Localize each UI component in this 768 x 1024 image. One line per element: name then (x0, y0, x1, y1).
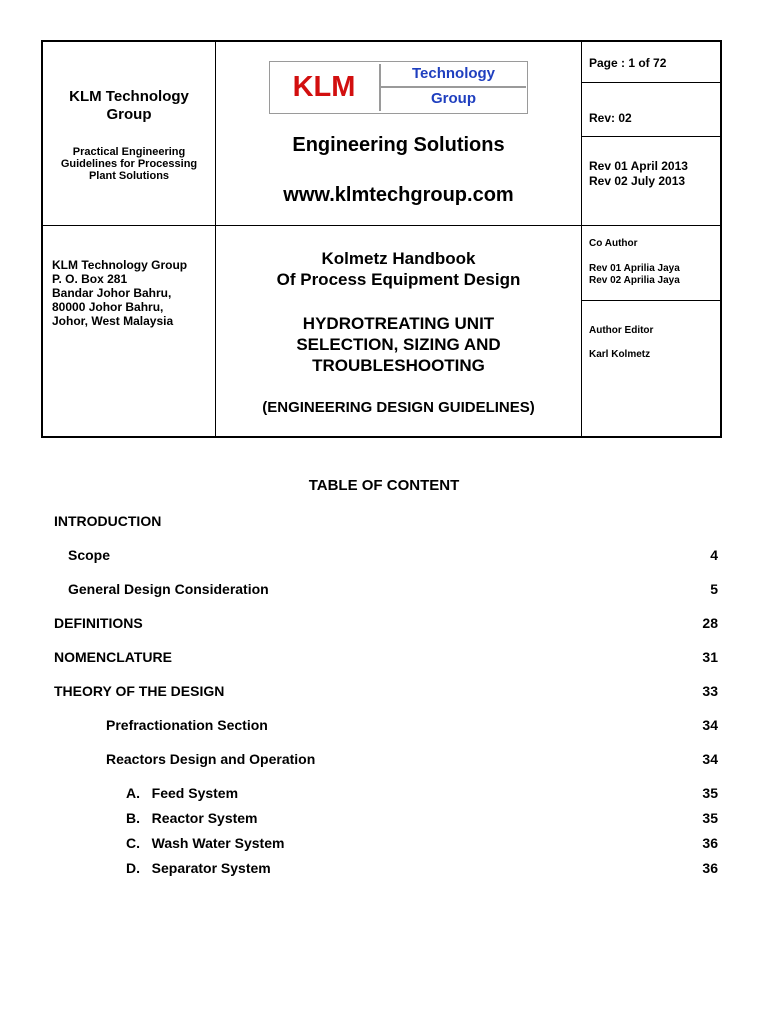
column-divider (215, 42, 216, 436)
company-name-line: KLM Technology (69, 88, 189, 105)
toc-entry-page: 34 (702, 751, 718, 767)
klm-logo (269, 61, 528, 114)
toc-entry-page: 28 (702, 615, 718, 631)
toc-entry-page: 34 (702, 717, 718, 733)
address-line: 80000 Johor Bahru, (52, 300, 164, 314)
document-topic (216, 313, 581, 376)
tagline-line: Plant Solutions (88, 170, 170, 182)
page-number: Page : 1 of 72 (589, 56, 667, 70)
logo-word: Group (431, 90, 476, 107)
handbook-title-line: Kolmetz Handbook (321, 249, 476, 268)
topic-line: SELECTION, SIZING AND (296, 335, 501, 354)
address-line: P. O. Box 281 (52, 272, 128, 286)
toc-entry-page: 4 (710, 547, 718, 563)
tagline-line: Guidelines for Processing (60, 158, 198, 170)
toc-entry-page: 36 (702, 835, 718, 851)
toc-title: TABLE OF CONTENT (308, 477, 460, 494)
handbook-title (216, 248, 581, 290)
logo-word: Technology (411, 65, 496, 82)
toc-entry-page: 35 (702, 810, 718, 826)
logo-mark: KLM (292, 71, 356, 103)
co-author-label: Co Author (589, 238, 638, 249)
guidelines-subtitle: (ENGINEERING DESIGN GUIDELINES) (262, 399, 535, 416)
address-line: Bandar Johor Bahru, (52, 286, 172, 300)
toc-entry-label[interactable]: INTRODUCTION (54, 513, 162, 529)
toc-entry-page: 33 (702, 683, 718, 699)
toc-entry-label[interactable]: Reactors Design and Operation (106, 751, 316, 767)
column-divider (581, 42, 582, 436)
company-tagline (43, 146, 215, 182)
row-divider (581, 300, 720, 301)
address-line: Johor, West Malaysia (52, 314, 174, 328)
headline: Engineering Solutions (292, 134, 505, 156)
revision-history (589, 159, 688, 189)
logo-divider (381, 86, 526, 88)
toc-entry-label[interactable]: C. Wash Water System (126, 835, 285, 851)
editor-label: Author Editor (589, 325, 654, 336)
editor-name: Karl Kolmetz (589, 349, 651, 360)
toc-entry-page: 36 (702, 860, 718, 876)
topic-line: TROUBLESHOOTING (312, 356, 485, 375)
toc-entry-label[interactable]: B. Reactor System (126, 810, 258, 826)
toc-entry-label[interactable]: D. Separator System (126, 860, 271, 876)
company-address (52, 258, 187, 328)
company-name (43, 88, 215, 124)
topic-line: HYDROTREATING UNIT (302, 314, 495, 333)
website-link[interactable]: www.klmtechgroup.com (283, 184, 514, 206)
tagline-line: Practical Engineering (72, 146, 186, 158)
toc-entry-label[interactable]: A. Feed System (126, 785, 239, 801)
co-author-list (589, 263, 680, 287)
toc-entry-page: 5 (710, 581, 718, 597)
revision-history-line: Rev 01 April 2013 (589, 159, 688, 173)
address-line: KLM Technology Group (52, 258, 188, 272)
toc-entry-label[interactable]: NOMENCLATURE (54, 649, 172, 665)
row-divider (581, 82, 720, 83)
revision-history-line: Rev 02 July 2013 (589, 174, 686, 188)
company-name-line: Group (106, 106, 152, 123)
toc-entry-label[interactable]: DEFINITIONS (54, 615, 143, 631)
toc-entry-label[interactable]: General Design Consideration (68, 581, 269, 597)
handbook-title-line: Of Process Equipment Design (276, 270, 521, 289)
row-divider (43, 225, 720, 226)
toc-entry-label[interactable]: THEORY OF THE DESIGN (54, 683, 225, 699)
revision: Rev: 02 (589, 111, 632, 125)
row-divider (581, 136, 720, 137)
toc-entry-label[interactable]: Scope (68, 547, 111, 563)
header-table (41, 40, 722, 438)
toc-entry-page: 31 (702, 649, 718, 665)
toc-entry-page: 35 (702, 785, 718, 801)
toc-entry-label[interactable]: Prefractionation Section (106, 717, 268, 733)
co-author-line: Rev 01 Aprilia Jaya (589, 263, 680, 274)
co-author-line: Rev 02 Aprilia Jaya (589, 275, 680, 286)
